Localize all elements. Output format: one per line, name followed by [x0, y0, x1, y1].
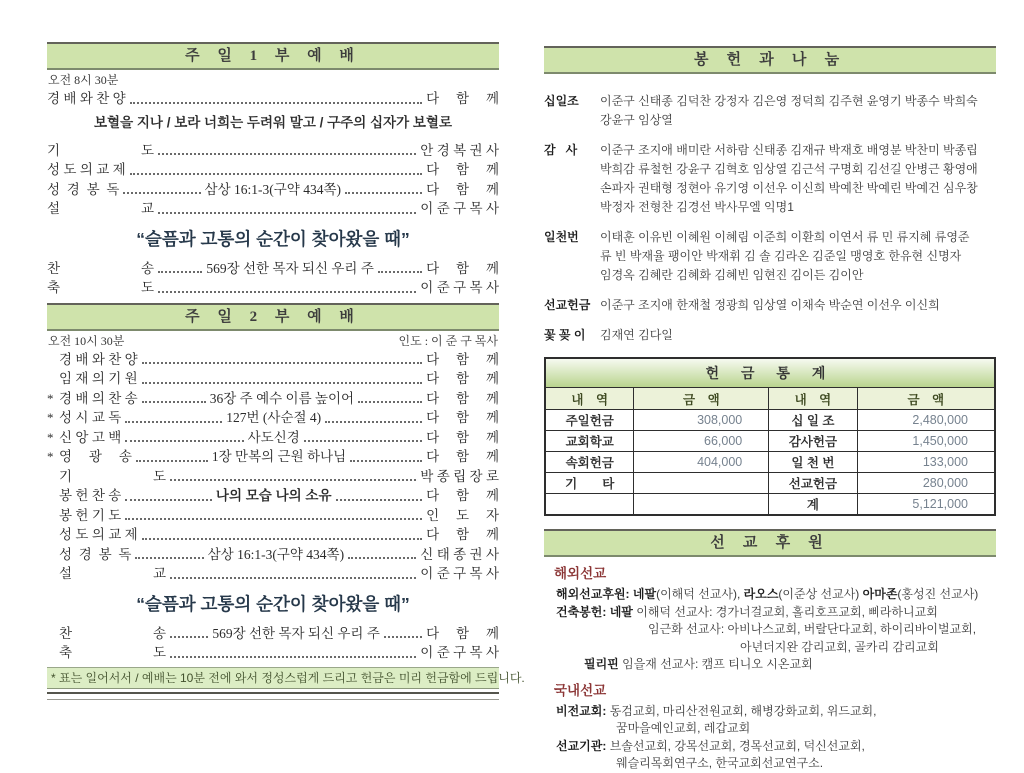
order-person: 다 함 께 [426, 162, 499, 177]
amount-cell: 2,480,000 [857, 410, 995, 431]
order-label: 설 교 [59, 566, 167, 581]
standing-mark: * [47, 390, 54, 406]
item-cell: 주일헌금 [545, 410, 634, 431]
dot-leader [336, 499, 423, 501]
order-label: 찬 송 [47, 260, 155, 276]
dot-leader [158, 153, 416, 155]
table-row [545, 410, 995, 431]
giving-header: 봉 헌 과 나 눔 [544, 46, 996, 74]
dot-leader [142, 401, 206, 403]
overseas-support-line [556, 586, 996, 604]
order-person: 이 준 구 목 사 [420, 645, 499, 660]
item-cell: 기 타 [545, 473, 634, 494]
order-person: 이 준 구 목 사 [420, 280, 499, 295]
order-row [47, 428, 499, 448]
standing-mark [47, 467, 59, 487]
country-name: 네팔 [632, 587, 657, 601]
entry-label: 십일조 [544, 94, 579, 108]
order-detail: 삼상 16:1-3(구약 434쪽) [204, 181, 341, 197]
order-row [47, 259, 499, 279]
order-label: 축 도 [47, 280, 155, 295]
item-cell: 십 일 조 [769, 410, 857, 431]
standing-mark [47, 369, 59, 389]
order-label: 봉 헌 기 도 [59, 507, 122, 523]
name-list-line: 이준구 조지애 한재철 정광희 임상열 이채숙 박순연 이선우 이신희 [600, 298, 940, 312]
order-label: 신 앙 고 백 [59, 429, 122, 445]
church-list: 이해덕 선교사: 경가너걸교회, 홀리호프교회, 삐라하니교회 [632, 604, 938, 619]
order-person: 다 함 께 [426, 260, 500, 276]
dot-leader [378, 271, 422, 273]
dot-leader [125, 518, 422, 520]
order-detail: 569장 선한 목자 되신 우리 주 [212, 625, 380, 641]
agency-list: 브솔선교회, 강목선교회, 경목선교회, 덕신선교회, [606, 738, 865, 753]
order-person: 안 경 복 권 사 [420, 142, 499, 158]
order-row [47, 564, 499, 584]
bottom-rule [47, 692, 499, 700]
standing-mark: * [47, 429, 54, 445]
amount-cell: 5,121,000 [857, 494, 995, 516]
order-person: 다 함 께 [426, 410, 500, 425]
offering-statistics-table [544, 357, 996, 516]
order-person: 박 종 립 장 로 [420, 468, 499, 484]
standing-mark [47, 350, 59, 370]
amount-cell [634, 473, 769, 494]
entry-label: 감 사 [544, 143, 578, 157]
dot-leader [170, 656, 416, 658]
flower-entry [544, 326, 996, 345]
order-row [47, 447, 499, 467]
order-label: 설 교 [47, 201, 155, 216]
order-person: 다 함 께 [426, 371, 499, 386]
order-person: 다 함 께 [426, 527, 499, 542]
order-label: 경 배 의 찬 송 [59, 390, 138, 406]
standing-mark [47, 506, 59, 526]
church-list: 임을재 선교사: 캠프 티니오 시온교회 [618, 657, 813, 671]
service1-time: 오전 8시 30분 [48, 73, 119, 87]
order-row [47, 525, 499, 545]
sermon-title: “슬픔과 고통의 순간이 찾아왔을 때” [136, 593, 410, 614]
table-row [545, 431, 995, 452]
column-header: 금 액 [857, 388, 995, 410]
column-header: 내 역 [769, 388, 857, 410]
table-title: 헌 금 통 계 [545, 358, 995, 388]
order-label: 임 재 의 기 원 [59, 371, 138, 386]
service1-time-row [48, 73, 498, 88]
line-label: 건축봉헌: [556, 604, 607, 619]
service2-time-row [48, 334, 498, 349]
dot-leader [130, 173, 422, 175]
order-row [47, 141, 499, 161]
order-person: 신 태 종 권 사 [420, 546, 499, 562]
order-person: 이 준 구 목 사 [420, 201, 499, 216]
order-person: 이 준 구 목 사 [420, 566, 499, 581]
item-cell [545, 494, 634, 516]
order-row [47, 389, 499, 409]
order-row [47, 486, 499, 506]
left-column [47, 42, 525, 700]
order-label: 경 배 와 찬 양 [47, 91, 126, 106]
order-person: 다 함 께 [426, 488, 500, 503]
missionary-info: (이준상 선교사) [778, 587, 863, 601]
domestic-mission-heading: 국내선교 [554, 682, 607, 698]
mission-agency-line [556, 738, 996, 756]
column-header: 내 역 [545, 388, 634, 410]
order-row [47, 467, 499, 487]
name-list-line: 류 빈 박재율 팽이안 박재휘 김 솔 김라온 김준일 맹영호 한유현 신명자 [600, 249, 962, 263]
item-cell: 계 [769, 494, 857, 516]
order-person: 다 함 께 [426, 625, 500, 641]
mission-agency-line: 웨슬리목회연구소, 한국교회선교연구소. [616, 756, 824, 770]
order-person: 다 함 께 [426, 390, 499, 406]
name-list-line: 이태훈 이유빈 이혜원 이혜림 이준희 이환희 이연서 류 민 류지혜 류영준 [600, 230, 970, 244]
mission-support-section [544, 529, 996, 773]
line-label: 해외선교후원: [556, 587, 630, 601]
building-dedication-line [584, 656, 996, 674]
order-row [47, 199, 499, 219]
order-label: 성 도 의 교 제 [59, 527, 138, 542]
order-detail: 나의 모습 나의 소유 [215, 488, 332, 503]
standing-mark [47, 624, 59, 644]
amount-cell: 308,000 [634, 410, 769, 431]
standing-mark: * [47, 410, 54, 425]
service2-header: 주 일 2 부 예 배 [47, 303, 499, 331]
country-name: 네팔 [609, 604, 633, 619]
entry-label: 선교헌금 [544, 298, 591, 312]
order-label: 성 경 봉 독 [59, 546, 132, 562]
amount-cell: 1,450,000 [857, 431, 995, 452]
order-detail: 사도신경 [247, 429, 300, 445]
order-detail: 36장 주 예수 이름 높이어 [209, 390, 355, 406]
entry-label: 일천번 [544, 230, 579, 244]
dot-leader [135, 557, 203, 559]
order-detail: 1장 만복의 근원 하나님 [211, 449, 347, 464]
column-header: 금 액 [634, 388, 769, 410]
table-row [545, 494, 995, 516]
dot-leader [170, 636, 208, 638]
name-list-line: 박정자 전형찬 김경선 박사무엘 익명1 [600, 200, 794, 214]
order-label: 봉 헌 찬 송 [59, 488, 122, 503]
worship-footnote: * 표는 일어서서 / 예배는 10분 전에 와서 정성스럽게 드리고 헌금은 미리 헌금함에 드립니다. [47, 667, 499, 689]
standing-mark [47, 643, 59, 663]
missionary-info: (홍성진 선교사) [897, 587, 979, 601]
dot-leader [325, 421, 422, 423]
order-person: 인 도 자 [426, 507, 499, 523]
dot-leader [136, 460, 208, 462]
mission-offering-entry [544, 296, 996, 315]
praise-medley-note: 보혈을 지나 / 보라 너희는 두려워 말고 / 구주의 십자가 보혈로 [94, 114, 452, 130]
overseas-mission-heading: 해외선교 [554, 566, 607, 581]
dot-leader [158, 271, 202, 273]
tithe-entry [544, 92, 996, 130]
dot-leader [158, 212, 416, 214]
dot-leader [125, 499, 212, 501]
missionary-info: (이해덕 선교사), [656, 587, 744, 601]
order-row [47, 643, 499, 663]
amount-cell [634, 494, 769, 516]
order-person: 다 함 께 [426, 351, 499, 367]
dot-leader [125, 421, 222, 423]
standing-mark [47, 525, 59, 545]
dot-leader [142, 538, 422, 540]
dot-leader [130, 102, 422, 104]
item-cell: 선교헌금 [769, 473, 857, 494]
dot-leader [304, 440, 422, 442]
vision-church-line [556, 703, 996, 721]
standing-mark [47, 564, 59, 584]
order-label: 성 시 교 독 [59, 410, 122, 425]
service2-leader: 인도 : 이 준 구 목사 [398, 333, 498, 348]
building-dedication-line: 아년더지완 감리교회, 골카리 감리교회 [740, 639, 939, 654]
order-row [47, 545, 499, 565]
dot-leader [384, 636, 422, 638]
item-cell: 교회학교 [545, 431, 634, 452]
line-label: 선교기관: [556, 738, 607, 753]
amount-cell: 133,000 [857, 452, 995, 473]
amount-cell: 280,000 [857, 473, 995, 494]
amount-cell: 404,000 [634, 452, 769, 473]
order-row [47, 624, 499, 644]
order-row [47, 160, 499, 180]
table-row [545, 452, 995, 473]
order-label: 경 배 와 찬 양 [59, 351, 138, 367]
line-label: 비전교회: [556, 703, 607, 718]
order-detail: 삼상 16:1-3(구약 434쪽) [207, 546, 345, 562]
country-name: 필리핀 [584, 657, 619, 671]
order-detail: 127번 (사순절 4) [226, 410, 322, 425]
order-row [47, 506, 499, 526]
order-label: 기 도 [59, 468, 167, 484]
standing-mark [47, 486, 59, 506]
order-person: 다 함 께 [426, 449, 499, 464]
item-cell: 감사헌금 [769, 431, 857, 452]
name-list-line: 강윤구 임상열 [600, 113, 673, 127]
vision-church-line: 꿈마을예인교회, 레갑교회 [616, 721, 751, 735]
name-list-line: 임경옥 김혜란 김혜화 김혜빈 임현진 김이든 김이안 [600, 268, 864, 282]
order-row [47, 350, 499, 370]
item-cell: 속회헌금 [545, 452, 634, 473]
dot-leader [142, 362, 422, 364]
order-person: 다 함 께 [426, 429, 499, 445]
order-person: 다 함 께 [426, 91, 499, 106]
order-row [47, 278, 499, 298]
order-label: 성 도 의 교 제 [47, 162, 126, 177]
order-row [47, 408, 499, 428]
thousand-entry [544, 228, 996, 285]
thanks-entry [544, 141, 996, 217]
dot-leader [345, 192, 422, 194]
dot-leader [358, 401, 422, 403]
order-detail: 569장 선한 목자 되신 우리 주 [206, 260, 374, 276]
service2-time: 오전 10시 30분 [48, 333, 125, 348]
building-dedication-line: 임근화 선교사: 아비나스교회, 버랄단다교회, 하이리바이벌교회, [648, 622, 977, 636]
name-list-line: 손파자 권태형 정현아 유기영 이선우 이신희 박예찬 박예린 박예건 심우창 [600, 181, 978, 195]
church-list: 동검교회, 마리산전원교회, 해병강화교회, 위드교회, [606, 703, 877, 718]
country-name: 아마존 [862, 587, 898, 601]
order-label: 영 광 송 [59, 449, 132, 464]
order-person: 다 함 께 [426, 181, 499, 197]
order-row [47, 180, 499, 200]
order-label: 성 경 봉 독 [47, 181, 120, 197]
entry-label: 꽃 꽂 이 [544, 328, 586, 342]
order-label: 축 도 [59, 645, 167, 660]
dot-leader [123, 192, 200, 194]
amount-cell: 66,000 [634, 431, 769, 452]
dot-leader [350, 460, 422, 462]
dot-leader [158, 291, 416, 293]
dot-leader [170, 479, 416, 481]
name-list-line: 이준구 신태종 김덕찬 강정자 김은영 정덕희 김주현 윤영기 박종수 박희숙 [600, 94, 978, 108]
building-dedication-line [556, 604, 996, 622]
name-list-line: 이준구 조지애 배미란 서하람 신태종 김재규 박재호 배영분 박찬미 박종립 [600, 143, 978, 157]
right-column [544, 46, 996, 773]
standing-mark: * [47, 449, 54, 464]
name-list-line: 박희감 류철헌 강윤구 김혁호 임상열 김근석 구명회 김선길 안병근 황영애 [600, 162, 978, 176]
dot-leader [125, 440, 243, 442]
standing-mark [47, 545, 59, 565]
dot-leader [170, 577, 416, 579]
country-name: 라오스 [743, 587, 779, 601]
dot-leader [348, 557, 416, 559]
table-row [545, 473, 995, 494]
order-row [47, 369, 499, 389]
dot-leader [142, 382, 422, 384]
item-cell: 일 천 번 [769, 452, 857, 473]
order-label: 찬 송 [59, 625, 167, 641]
name-list-line: 김재연 김다일 [600, 328, 673, 342]
mission-header: 선 교 후 원 [544, 529, 996, 557]
giving-entries [544, 92, 996, 345]
service1-header: 주 일 1 부 예 배 [47, 42, 499, 70]
order-label: 기 도 [47, 142, 155, 158]
sermon-title: “슬픔과 고통의 순간이 찾아왔을 때” [136, 228, 410, 249]
order-row [47, 89, 499, 109]
